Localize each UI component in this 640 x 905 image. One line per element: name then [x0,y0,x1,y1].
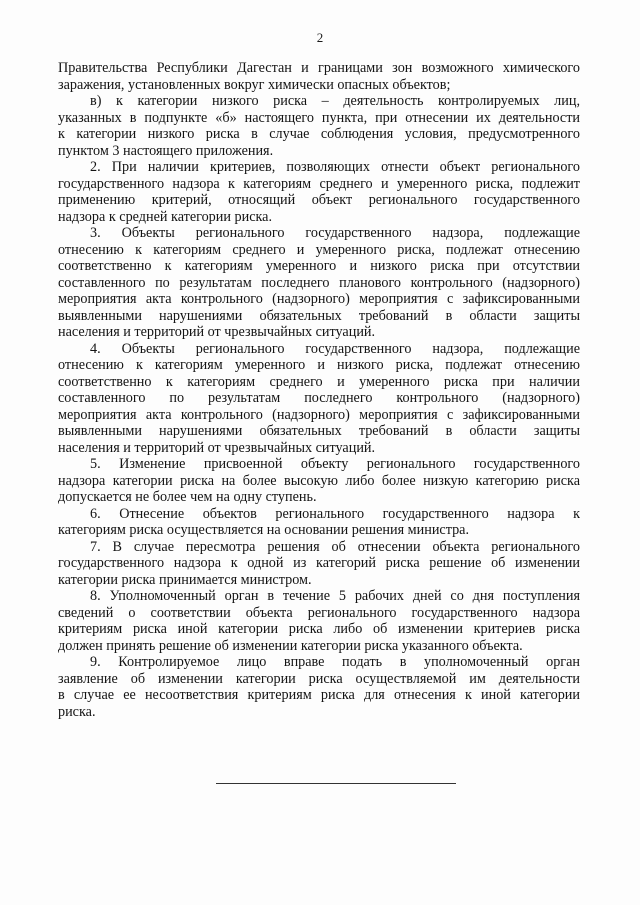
text-line: государственного надзора к категориям среднего и умеренного риска, подлежит [58,175,580,192]
text-line: 5. Изменение присвоенной объекту регионального государственного [90,456,580,472]
text-line: составленного по результатам последнего планового контрольного (надзорного) [58,274,580,291]
text-line: заявление об изменении категории риска осуществляемой им деятельности [58,670,580,687]
document-body [58,60,580,720]
text-line: населения и территорий от чрезвычайных ситуаций. [58,324,376,340]
text-line: в) к категории низкого риска – деятельность контролируемых лиц, [90,93,580,109]
text-line: мероприятия акта контрольного (надзорного) мероприятия с зафиксированными [58,291,580,307]
paragraph-item-3 [58,225,580,341]
text-line: категориям риска осуществляется на основании решения министра. [58,522,470,538]
text-line: 6. Отнесение объектов регионального государственного надзора к [90,505,580,522]
paragraph-item-6 [58,506,580,539]
text-line: сведений о соответствии объекта регионального государственного надзора [58,604,580,621]
text-line: категории риска принимается министром. [58,571,312,588]
text-line: соответственно к категориям умеренного и низкого риска при отсутствии [58,258,580,274]
text-line: 3. Объекты регионального государственного надзора, подлежащие [90,225,580,241]
text-line: применению критерий, относящий объект регионального государственного [58,192,580,208]
paragraph-item-4 [58,341,580,457]
text-line: критериям риска иной категории риска либо об изменении критериев риска [58,621,580,637]
text-line: 8. Уполномоченный орган в течение 5 рабочих дней со дня поступления [90,588,580,604]
text-line: 9. Контролируемое лицо вправе подать в уполномоченный орган [90,654,580,670]
text-line: выявленными нарушениями обязательных требований в области защиты [58,307,580,324]
text-line: заражения, установленных вокруг химически опасных объектов; [58,76,451,93]
paragraph-subitem-v [58,93,580,159]
text-line: надзора категории риска на более высокую либо более низкую категорию риска [58,472,580,489]
paragraph-continuation [58,60,580,93]
paragraph-item-9 [58,654,580,720]
text-line: 4. Объекты регионального государственного надзора, подлежащие [90,340,580,357]
text-line: государственного надзора к одной из категорий риска решение об изменении [58,555,580,571]
text-line: указанных в подпункте «б» настоящего пункта, при отнесении их деятельности [58,109,580,126]
text-line: к категории низкого риска в случае соблюдения условия, предусмотренного [58,126,580,142]
text-line: отнесению к категориям среднего и умеренного риска, подлежат отнесению [58,241,580,258]
text-line: 7. В случае пересмотра решения об отнесении объекта регионального [90,538,580,555]
text-line: пунктом 3 настоящего приложения. [58,142,274,159]
text-line: риска. [58,703,96,720]
paragraph-item-5 [58,456,580,506]
text-line: допускается не более чем на одну ступень. [58,489,317,505]
text-line: составленного по результатам последнего контрольного (надзорного) [58,390,580,406]
paragraph-item-7 [58,539,580,589]
text-line: отнесению к категориям умеренного и низкого риска, подлежат отнесению [58,357,580,373]
text-line: населения и территорий от чрезвычайных ситуаций. [58,439,376,456]
text-line: выявленными нарушениями обязательных требований в области защиты [58,423,580,439]
paragraph-item-8 [58,588,580,654]
text-line: должен принять решение об изменении категории риска указанного объекта. [58,637,523,654]
text-line: Правительства Республики Дагестан и границами зон возможного химического [58,60,580,76]
text-line: мероприятия акта контрольного (надзорного) мероприятия с зафиксированными [58,406,580,423]
paragraph-item-2 [58,159,580,225]
text-line: соответственно к категориям среднего и умеренного риска при наличии [58,373,580,390]
text-line: в случае ее несоответствия критериям риска для отнесения к иной категории [58,687,580,703]
text-line: 2. При наличии критериев, позволяющих отнести объект регионального [90,159,580,175]
page-number: 2 [316,30,324,45]
closing-rule-divider [216,783,456,784]
text-line: надзора к средней категории риска. [58,208,273,225]
